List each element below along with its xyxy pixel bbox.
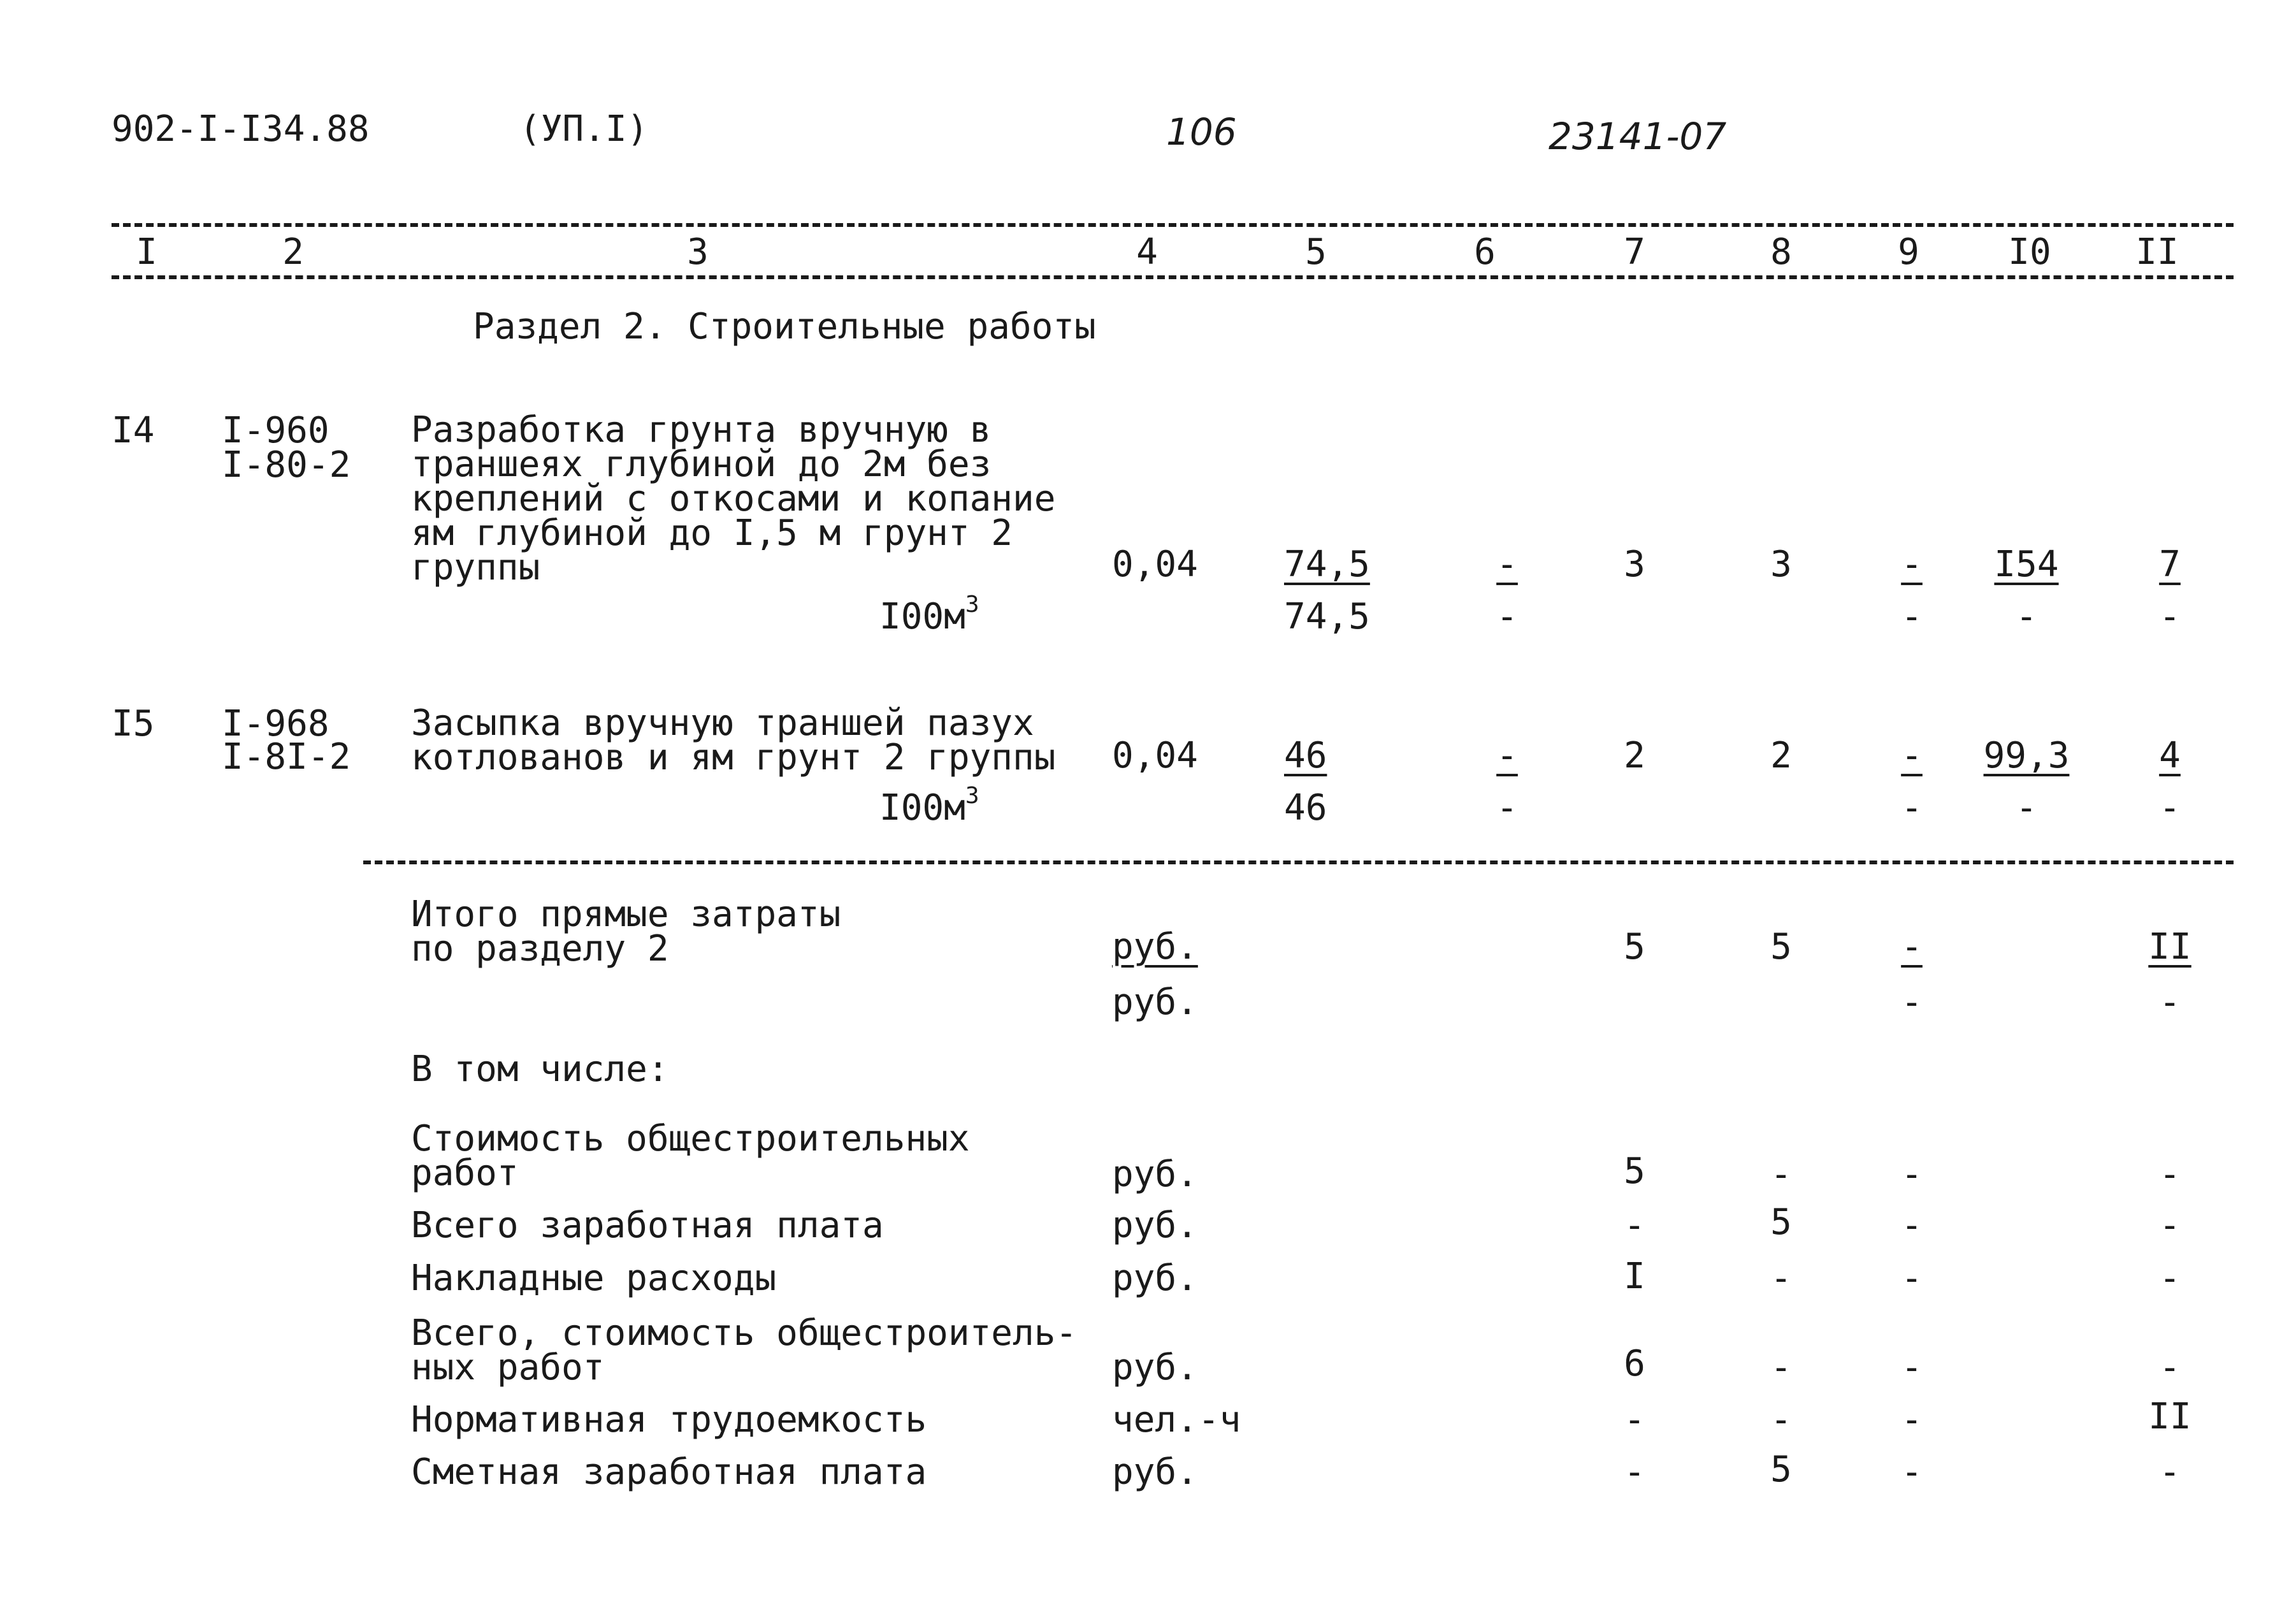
work-description: Засыпка вручную траншей пазух котлованов и ям грунт 2 группы [411,702,1056,778]
machine-cost-wages: - [1496,596,1518,637]
price-code: I-960 [222,410,329,451]
machine-total-wages: - [1901,596,1923,637]
column-number: 5 [1305,231,1327,273]
breakdown-label: Накладные расходы [411,1258,777,1299]
column-number: 2 [282,231,304,273]
cost-total-wages: 46 [1284,787,1327,829]
wages: 2 [1770,735,1792,776]
breakdown-machine: - [1901,1451,1923,1493]
price-code: I-8I-2 [222,736,351,778]
including-label: В том числе: [411,1049,669,1090]
breakdown-labor: - [2159,1205,2181,1246]
totals-labor-machinist: - [2159,982,2181,1023]
breakdown-labor: - [2159,1154,2181,1195]
column-number: I0 [2008,231,2051,273]
breakdown-labor: II [2148,1396,2191,1437]
breakdown-direct-cost: 5 [1624,1151,1645,1192]
breakdown-unit: руб. [1112,1154,1198,1195]
labor-total-machinist: - [2159,596,2181,637]
totals-unit: руб. [1112,926,1198,968]
machine-cost: - [1496,735,1518,776]
cost-total: 74,5 [1284,544,1370,585]
document-code: 902-I-I34.88 [112,108,370,150]
breakdown-machine: - [1901,1205,1923,1246]
column-number: I [136,231,157,273]
header-rule-bottom [112,275,2234,279]
column-number: 4 [1136,231,1158,273]
breakdown-label: Нормативная трудоемкость [411,1399,927,1441]
breakdown-direct-cost: - [1624,1205,1645,1246]
breakdown-wages: 5 [1770,1449,1792,1490]
breakdown-unit: руб. [1112,1205,1198,1246]
breakdown-labor: - [2159,1451,2181,1493]
unit-of-measure: $I00м^3$ [879,783,979,829]
labor-total: 7 [2159,544,2181,585]
breakdown-wages: - [1770,1154,1792,1195]
breakdown-machine: - [1901,1347,1923,1388]
column-number: 3 [687,231,709,273]
totals-separator [363,860,2234,864]
column-number: 9 [1898,231,1919,273]
breakdown-wages: 5 [1770,1202,1792,1243]
price-code: I-80-2 [222,444,351,486]
breakdown-label: Всего, стоимость общестроитель- ных работ [411,1312,1078,1388]
totals-direct-cost: 5 [1624,926,1645,968]
header-rule-top [112,223,2234,227]
totals-unit-wages: руб. [1112,982,1198,1023]
totals-wages: 5 [1770,926,1792,968]
column-number: 7 [1624,231,1645,273]
labor-per-unit: 99,3 [1983,735,2070,776]
price-code: I-968 [222,703,329,744]
labor-total-machinist: - [2159,787,2181,829]
column-number: II [2135,231,2179,273]
breakdown-direct-cost: 6 [1624,1343,1645,1384]
breakdown-wages: - [1770,1399,1792,1441]
machine-cost-wages: - [1496,787,1518,829]
breakdown-unit: руб. [1112,1451,1198,1493]
page-number: 106 [1166,110,1237,154]
wages: 3 [1770,544,1792,585]
column-number: 6 [1474,231,1496,273]
breakdown-wages: - [1770,1258,1792,1299]
labor-per-unit-machinist: - [2016,787,2037,829]
breakdown-machine: - [1901,1399,1923,1441]
totals-machine: - [1901,926,1923,968]
machine-total: - [1901,544,1923,585]
breakdown-labor: - [2159,1347,2181,1388]
row-number: I5 [112,703,155,744]
labor-per-unit-machinist: - [2016,596,2037,637]
labor-total: 4 [2159,735,2181,776]
direct-cost: 2 [1624,735,1645,776]
machine-total-wages: - [1901,787,1923,829]
unit-of-measure: $I00м^3$ [879,592,979,637]
machine-cost: - [1496,544,1518,585]
section-title: Раздел 2. Строительные работы [473,306,1096,347]
quantity: 0,04 [1112,735,1198,776]
breakdown-label: Стоимость общестроительных работ [411,1118,970,1194]
totals-machine-wages: - [1901,982,1923,1023]
labor-per-unit: I54 [1994,544,2059,585]
breakdown-machine: - [1901,1258,1923,1299]
breakdown-labor: - [2159,1258,2181,1299]
work-description: Разработка грунта вручную в траншеях глубиной до 2м без креплений с откосами и копание ям глубиной до I,5 м грунт 2 группы [411,409,1056,588]
cost-total-wages: 74,5 [1284,596,1370,637]
breakdown-label: Всего заработная плата [411,1205,884,1246]
totals-label: Итого прямые затраты по разделу 2 [411,894,841,969]
totals-labor: II [2148,926,2191,968]
breakdown-unit: чел.-ч [1112,1399,1241,1441]
breakdown-wages: - [1770,1347,1792,1388]
quantity: 0,04 [1112,544,1198,585]
breakdown-label: Сметная заработная плата [411,1451,927,1493]
machine-total: - [1901,735,1923,776]
breakdown-unit: руб. [1112,1258,1198,1299]
breakdown-unit: руб. [1112,1347,1198,1388]
breakdown-direct-cost: - [1624,1399,1645,1441]
column-number: 8 [1770,231,1792,273]
breakdown-direct-cost: I [1624,1256,1645,1297]
album-number: (УП.I) [519,108,649,150]
breakdown-machine: - [1901,1154,1923,1195]
cost-total: 46 [1284,735,1327,776]
archive-number: 23141-07 [1549,115,1727,158]
direct-cost: 3 [1624,544,1645,585]
breakdown-direct-cost: - [1624,1451,1645,1493]
row-number: I4 [112,410,155,451]
